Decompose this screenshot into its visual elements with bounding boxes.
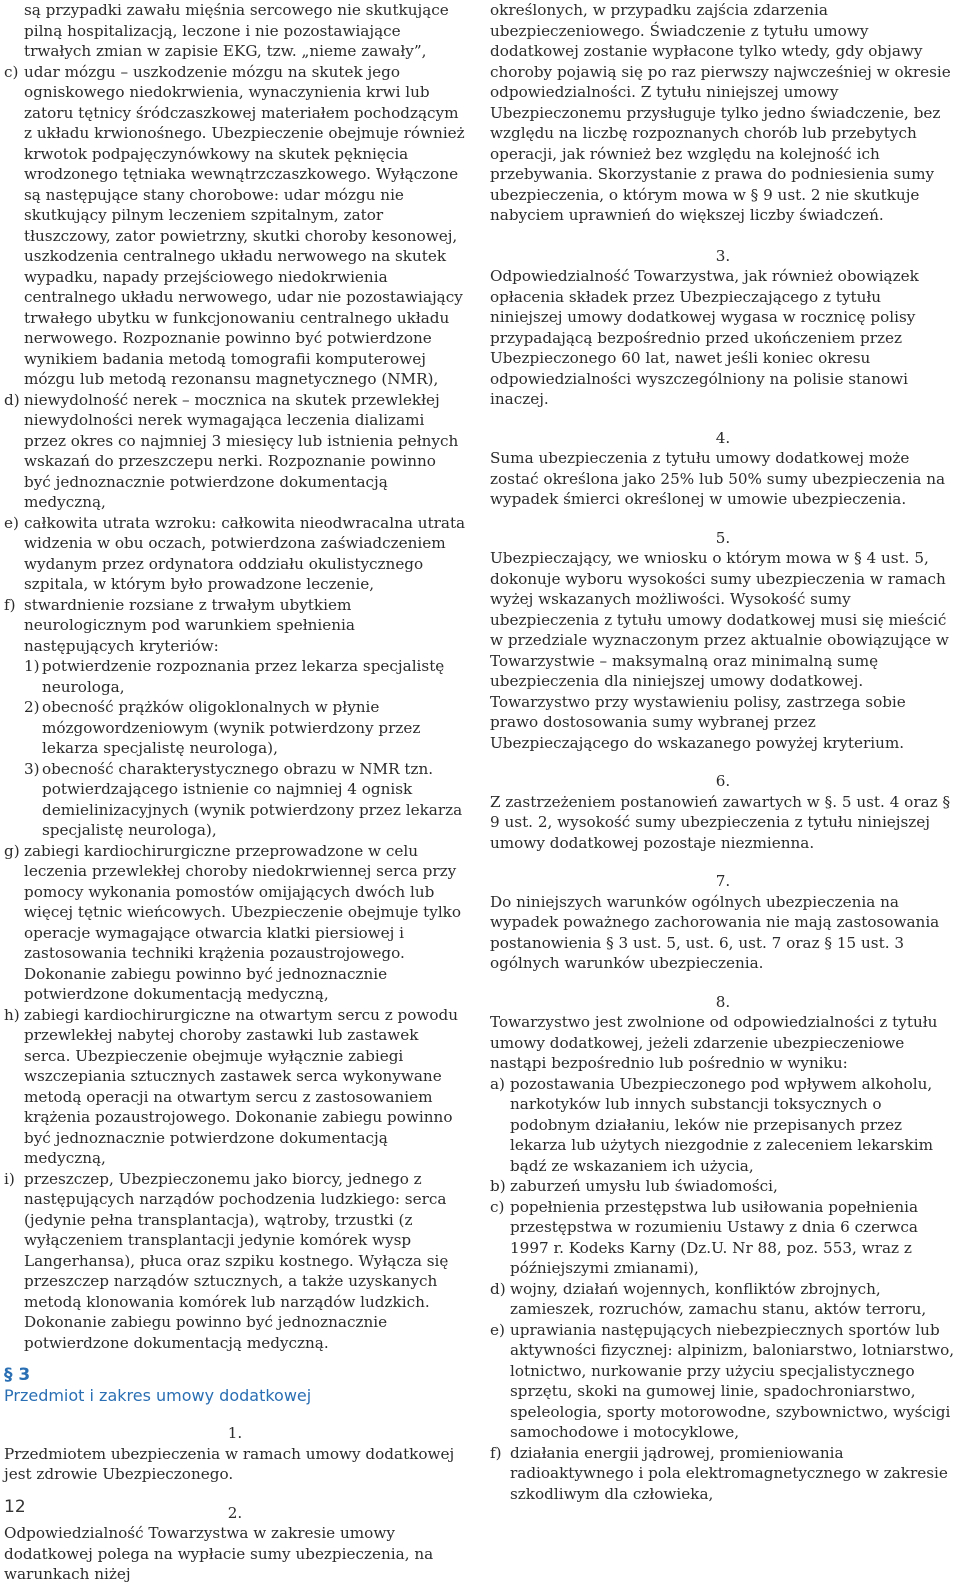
item-label: b) <box>490 1177 506 1195</box>
item-label: a) <box>490 1074 505 1093</box>
list-item <box>490 1320 956 1443</box>
list-c-f <box>4 62 466 657</box>
list-item <box>490 1176 956 1197</box>
sub-item-label: 3) <box>24 759 40 778</box>
sub-item-text: obecność prążków oligoklonalnych w płynie mózgowordzeniowym (wynik potwierdzony przez lekarza specjalistę neurologa), <box>42 698 421 757</box>
item-text: uprawiania następujących niebezpiecznych sportów lub aktywności fizycznej: alpinizm, baloniarstwo, lotniarstwo, lotnictwo, nurkowanie przy użyciu specjalistycznego sprzętu, skoki na gumowej linie, spadochroniarstwo, speleologia, sporty motorowodne, szybownictwo, wyścigi samochodowe i motocyklowe, <box>510 1320 955 1441</box>
item-text: udar mózgu – uszkodzenie mózgu na skutek jego ogniskowego niedokrwienia, wynaczynienia krwi lub zatoru tętnicy śródczaszkowej materiałem pochodzącym z układu krwionośnego. Ubezpieczenie obejmuje również krwotok podpajęczynówkowy na skutek pęknięcia wrodzonego tętniaka wewnątrzczaszkowego. Wyłączone są następujące stany chorobowe: udar mózgu nie skutkujący pilnym leczeniem szpitalnym, zator tłuszczowy, zator powietrzny, skutki choroby kesonowej, uszkodzenia centralnego układu nerwowego na skutek wypadku, napady przejściowego niedokrwienia centralnego układu nerwowego, udar nie pozostawiający trwałego ubytku w funkcjonowaniu centralnego układu nerwowego. Rozpoznanie powinno być potwierdzone wynikiem badania metodą tomografii komputerowej mózgu lub metodą rezonansu magnetycznego (NMR), <box>24 62 465 388</box>
item-label: d) <box>4 390 20 409</box>
item-label: f) <box>4 595 16 614</box>
list-g-i <box>4 841 466 1354</box>
sub-list-item <box>4 759 466 841</box>
list-item <box>4 1169 466 1354</box>
item-b-continuation: są przypadki zawału mięśnia sercowego nie skutkujące pilną hospitalizacją, leczone i nie pozostawiające trwałych zmian w zapisie EKG, tzw. „nieme zawały”, <box>24 1 449 60</box>
item-label: c) <box>4 62 19 81</box>
paragraph-number: 2. <box>227 1503 243 1522</box>
page-number: 12 <box>4 1497 26 1517</box>
item-label: f) <box>490 1443 502 1462</box>
item-text: niewydolność nerek – mocznica na skutek przewlekłej niewydolności nerek wymagająca leczenia dializami przez okres co najmniej 3 miesięcy lub istnienia pełnych wskazań do przeszczepu nerki. Rozpoznanie powinno być jednoznacznie potwierdzone dokumentacją medyczną, <box>24 390 459 511</box>
item-label: g) <box>4 841 20 860</box>
item-text: pozostawania Ubezpieczonego pod wpływem alkoholu, narkotyków lub innych substancji toksycznych o podobnym działaniu, leków nie przepisanych przez lekarza lub użytych niezgodnie z zaleceniem lekarskim bądź ze wskazaniem ich użycia, <box>510 1074 933 1175</box>
paragraph-text: Ubezpieczający, we wniosku o którym mowa w § 4 ust. 5, dokonuje wyboru wysokości sumy ubezpieczenia w ramach wyżej wskazanych możliwości. Wysokość sumy ubezpieczenia z tytułu umowy dodatkowej musi się mieścić w przedziale wyznaczonym przez aktualnie obowiązujące w Towarzystwie – maksymalną oraz minimalną sumę ubezpieczenia dla niniejszej umowy dodatkowej. Towarzystwo przy wystawieniu polisy, zastrzega sobie prawo dostosowania sumy wybranej przez Ubezpieczającego do wskazanego powyżej kryterium. <box>490 549 949 752</box>
criteria-sublist <box>4 656 466 841</box>
item-label: e) <box>4 513 19 532</box>
list-item <box>4 62 466 390</box>
paragraph-number: 5. <box>715 528 731 547</box>
paragraph-number: 3. <box>715 246 731 265</box>
item-text: zabiegi kardiochirurgiczne na otwartym sercu z powodu przewlekłej nabytej choroby zastawki lub zastawek serca. Ubezpieczenie obejmuje wyłącznie zabiegi wszczepiania sztucznych zastawek serca wykonywane metodą operacji na otwartym sercu z zastosowaniem krążenia pozaustrojowego. Dokonanie zabiegu powinno być jednoznacznie potwierdzone dokumentacją medyczną, <box>24 1005 459 1167</box>
item-label: h) <box>4 1005 20 1024</box>
list-item <box>490 1279 956 1320</box>
paragraph-number: 4. <box>715 428 731 447</box>
sub-item-text: obecność charakterystycznego obrazu w NMR tzn. potwierdzającego istnienie co najmniej 4 ognisk demielinizacyjnych (wynik potwierdzony przez lekarza specjalistę neurologa), <box>42 759 463 839</box>
paragraph-continuation: określonych, w przypadku zajścia zdarzenia ubezpieczeniowego. Świadczenie z tytułu umowy dodatkowej zostanie wypłacone tylko wtedy, gdy objawy choroby pojawią się po raz pierwszy najwcześniej w okresie odpowiedzialności. Z tytułu niniejszej umowy Ubezpieczonemu przysługuje tylko jedno świadczenie, bez względu na liczbę rozpoznanych chorób lub przebytych operacji, jak również bez względu na kolejność ich przebywania. Skorzystanie z prawa do podniesienia sumy ubezpieczenia, o którym mowa w § 9 ust. 2 nie skutkuje nabyciem uprawnień do większej liczby świadczeń. <box>490 1 951 224</box>
paragraph-number: 6. <box>715 772 731 790</box>
list-item <box>4 390 466 513</box>
paragraph-text: Do niniejszych warunków ogólnych ubezpieczenia na wypadek poważnego zachorowania nie mają zastosowania postanowienia § 3 ust. 5, ust. 6, ust. 7 oraz § 15 ust. 3 ogólnych warunków ubezpieczenia. <box>490 892 940 972</box>
list-item <box>4 841 466 1005</box>
paragraph-text: Z zastrzeżeniem postanowień zawartych w §. 5 ust. 4 oraz § 9 ust. 2, wysokość sumy ubezpieczenia z tytułu niniejszej umowy dodatkowej pozostaje niezmienna. <box>490 792 951 852</box>
paragraph-text: Przedmiotem ubezpieczenia w ramach umowy dodatkowej jest zdrowie Ubezpieczonego. <box>4 1444 455 1483</box>
sub-item-label: 1) <box>24 657 40 675</box>
sub-item-label: 2) <box>24 698 40 716</box>
item-text: wojny, działań wojennych, konfliktów zbrojnych, zamieszek, rozruchów, zamachu stanu, aktów terroru, <box>510 1279 927 1318</box>
item-text: stwardnienie rozsiane z trwałym ubytkiem neurologicznym pod warunkiem spełnienia następujących kryteriów: <box>24 595 355 655</box>
paragraph-text: Suma ubezpieczenia z tytułu umowy dodatkowej może zostać określona jako 25% lub 50% sumy ubezpieczenia na wypadek śmierci określonej w umowie ubezpieczenia. <box>490 449 946 508</box>
item-text: całkowita utrata wzroku: całkowita nieodwracalna utrata widzenia w obu oczach, potwierdzona zaświadczeniem wydanym przez ordynatora oddziału okulistycznego szpitala, w którym było prowadzone leczenie, <box>24 513 466 593</box>
item-text: działania energii jądrowej, promieniowania radioaktywnego i pola elektromagnetycznego w zakresie szkodliwym dla człowieka, <box>510 1443 948 1503</box>
list-item <box>490 1074 956 1177</box>
paragraph-text: Towarzystwo jest zwolnione od odpowiedzialności z tytułu umowy dodatkowej, jeżeli zdarzenie ubezpieczeniowe nastąpi bezpośrednio lub pośrednio w wyniku: <box>490 1013 938 1072</box>
paragraph-number: 7. <box>715 872 731 890</box>
sub-list-item <box>4 656 466 697</box>
list-item <box>490 1443 956 1505</box>
paragraph-number: 8. <box>715 992 731 1011</box>
item-label: i) <box>4 1169 15 1188</box>
item-text: przeszczep, Ubezpieczonemu jako biorcy, jednego z następujących narządów pochodzenia ludzkiego: serca (jedynie pełna transplantacja), wątroby, trzustki (z wyłączeniem transplantacji jedynie komórek wysp Langerhansa), płuca oraz szpiku kostnego. Wyłącza się przeszczep narządów sztucznych, a także uzyskanych metodą klonowania komórek lub narządów ludzkich. Dokonanie zabiegu powinno być jednoznacznie potwierdzone dokumentacją medyczną. <box>24 1169 449 1352</box>
item-text: zaburzeń umysłu lub świadomości, <box>510 1177 778 1195</box>
item-label: e) <box>490 1320 505 1339</box>
item-text: popełnienia przestępstwa lub usiłowania popełnienia przestępstwa w rozumieniu Ustawy z dnia 6 czerwca 1997 r. Kodeks Karny (Dz.U. Nr 88, poz. 553, wraz z późniejszymi zmianami), <box>510 1197 919 1277</box>
list-item <box>4 595 466 657</box>
paragraph-text: Odpowiedzialność Towarzystwa w zakresie umowy dodatkowej polega na wypłacie sumy ubezpieczenia, na warunkach niżej <box>4 1524 434 1583</box>
sub-list-item <box>4 697 466 759</box>
paragraph-number: 1. <box>227 1424 243 1442</box>
section-symbol: § 3 <box>4 1365 31 1385</box>
list-item <box>490 1197 956 1279</box>
sub-item-text: potwierdzenie rozpoznania przez lekarza specjalistę neurologa, <box>42 657 445 696</box>
exclusions-list <box>490 1074 956 1505</box>
item-text: zabiegi kardiochirurgiczne przeprowadzone w celu leczenia przewlekłej choroby niedokrwiennej serca przy pomocy wykonania pomostów omijających dwóch lub więcej tętnic wieńcowych. Ubezpieczenie obejmuje tylko operacje wymagające otwarcia klatki piersiowej i zastosowania techniki krążenia pozaustrojowego. Dokonanie zabiegu powinno być jednoznacznie potwierdzone dokumentacją medyczną, <box>24 841 462 1003</box>
item-label: d) <box>490 1279 506 1298</box>
paragraph-text: Odpowiedzialność Towarzystwa, jak również obowiązek opłacenia składek przez Ubezpieczającego z tytułu niniejszej umowy dodatkowej wygasa w rocznicę polisy przypadającą bezpośrednio przed ukończeniem przez Ubezpieczonego 60 lat, nawet jeśli koniec okresu odpowiedzialności wyszczególniony na polisie stanowi inaczej. <box>490 267 919 408</box>
left-column <box>4 0 466 1585</box>
list-item <box>4 1005 466 1169</box>
item-label: c) <box>490 1197 505 1216</box>
right-column <box>490 0 956 1504</box>
list-item <box>4 513 466 595</box>
section-heading: Przedmiot i zakres umowy dodatkowej <box>4 1385 312 1405</box>
